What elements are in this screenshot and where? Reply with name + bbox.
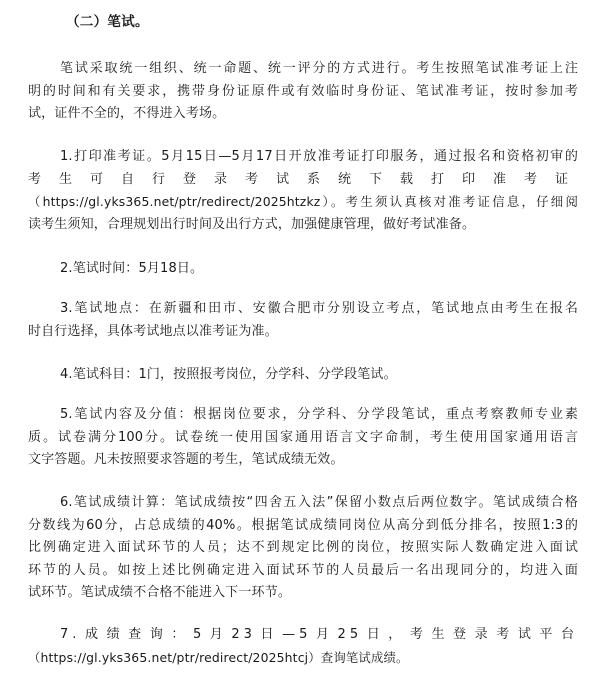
- section-heading: （二）笔试。: [66, 14, 149, 30]
- item-6-line-5: 试环节。笔试成绩不合格不能进入下一环节。: [28, 585, 292, 600]
- intro-line-2: 明的时间和有关要求，携带身份证原件或有效临时身份证、笔试准考证，按时参加考: [28, 83, 578, 99]
- item-3-line-2: 时自行选择，具体考试地点以准考证为准。: [28, 323, 278, 339]
- item-1-line-4: 读考生须知，合理规划出行时间及出行方式，加强健康管理，做好考试准备。: [28, 216, 476, 232]
- item-6-line-4: 环节的人员。如按上述比例确定进入面试环节的人员最后一名出现同分的，均进入面: [28, 562, 578, 578]
- item-5-paragraph: [28, 404, 578, 472]
- item-3-paragraph: [28, 298, 578, 343]
- item-5-line-3: 文字答题。凡未按照要求答题的考生，笔试成绩无效。: [28, 452, 344, 467]
- item-7-paragraph: [28, 624, 578, 669]
- item-6-paragraph: [28, 492, 578, 605]
- item-4-paragraph: [28, 364, 578, 387]
- item-6-line-2: 分数线为60分，占总成绩的40%。根据笔试成绩同岗位从高分到低分排名，按照1:3的: [28, 517, 578, 533]
- item-5-line-2: 质。试卷满分100分。试卷统一使用国家通用语言文字命制，考生使用国家通用语言: [28, 429, 578, 445]
- item-1-line-1: 1.打印准考证。5月15日—5月17日开放准考证打印服务，通过报名和资格初审的: [60, 149, 578, 164]
- item-4-line-1: 4.笔试科目：1门，按照报考岗位，分学科、分学段笔试。: [60, 367, 397, 382]
- item-7-line-1: 7.成绩查询：5月23日—5月25日，考生登录考试平台: [60, 627, 578, 642]
- item-2-line-1: 2.笔试时间：5月18日。: [60, 261, 204, 276]
- item-6-line-1: 6.笔试成绩计算：笔试成绩按“四舍五入法”保留小数点后两位数字。笔试成绩合格: [60, 495, 578, 510]
- intro-line-1: 笔试采取统一组织、统一命题、统一评分的方式进行。考生按照笔试准考证上注: [60, 61, 578, 76]
- intro-paragraph: [28, 58, 578, 126]
- item-5-line-1: 5.笔试内容及分值：根据岗位要求，分学科、分学段笔试，重点考察教师专业素: [60, 407, 578, 422]
- item-1-paragraph: [28, 146, 578, 236]
- item-7-line-2: （https://gl.yks365.net/ptr/redirect/2025htcj）查询笔试成绩。: [28, 649, 409, 665]
- item-6-line-3: 比例确定进入面试环节的人员；达不到规定比例的岗位，按照实际人数确定进入面试: [28, 540, 578, 555]
- item-3-line-1: 3.笔试地点：在新疆和田市、安徽合肥市分别设立考点，笔试地点由考生在报名: [60, 301, 578, 316]
- item-1-line-3: （https://gl.yks365.net/ptr/redirect/2025htzkz）。考生须认真核对准考证信息，仔细阅: [28, 194, 578, 209]
- intro-line-3: 试，证件不全的，不得进入考场。: [28, 106, 226, 121]
- item-1-line-2: 考生可自行登录考试系统下载打印准考证: [28, 171, 578, 187]
- item-2-paragraph: [28, 258, 578, 281]
